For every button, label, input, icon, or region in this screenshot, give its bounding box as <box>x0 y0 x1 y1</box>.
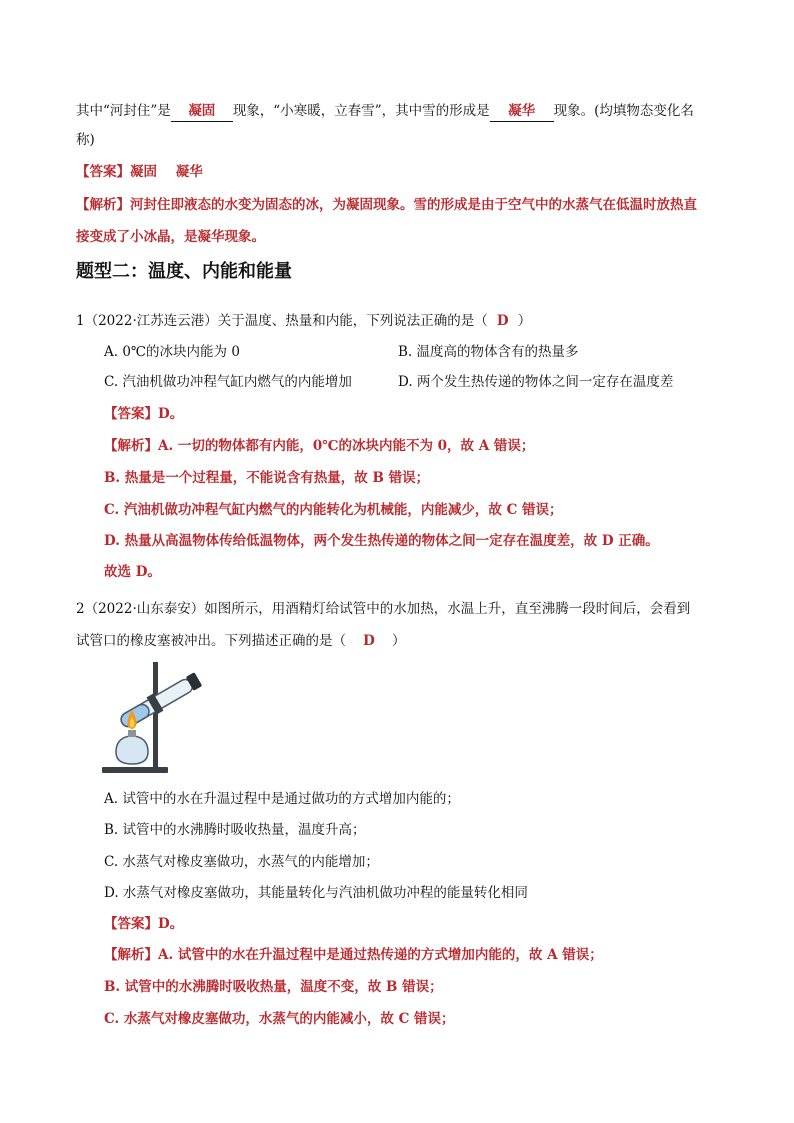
q2-answer: 【答案】D。 <box>104 916 184 932</box>
q2-option-d: D. 水蒸气对橡皮塞做功，其能量转化与汽油机做功冲程的能量转化相同 <box>104 885 528 901</box>
q1-analysis-5: 故选 D。 <box>104 564 161 580</box>
analysis-tag: 【解析】 <box>76 197 130 213</box>
q1-stem-text: 1（2022·江苏连云港）关于温度、热量和内能，下列说法正确的是（ <box>76 313 488 329</box>
prev-answer <box>76 162 203 182</box>
q2-analysis-1: 【解析】A. 试管中的水在升温过程中是通过热传递的方式增加内能的，故 A 错误； <box>104 947 603 963</box>
q2-option-b: B. 试管中的水沸腾时吸收热量，温度升高； <box>104 822 366 838</box>
q1-answer: 【答案】D。 <box>104 406 184 422</box>
q1-analysis-2: B. 热量是一个过程量，不能说含有热量，故 B 错误； <box>104 470 430 486</box>
q2-analysis-2: B. 试管中的水沸腾时吸收热量，温度不变，故 B 错误； <box>104 979 443 995</box>
answer-tag: 【答案】 <box>76 164 130 180</box>
prev-analysis-1 <box>76 195 697 215</box>
q1-stem <box>76 311 531 331</box>
q1-stem-answer: D <box>496 313 509 329</box>
apparatus-figure <box>100 660 210 780</box>
prev-line-2: 称) <box>76 132 95 148</box>
q1-option-c: C. 汽油机做功冲程气缸内燃气的内能增加 <box>104 374 352 390</box>
prev-text-c: 现象。(均填物态变化名 <box>553 103 694 119</box>
q1-analysis-1: 【解析】A. 一切的物体都有内能，0℃的冰块内能不为 0，故 A 错误； <box>104 438 535 454</box>
analysis-text-1: 河封住即液态的水变为固态的冰，为凝固现象。雪的形成是由于空气中的水蒸气在低温时放热直 <box>130 197 697 213</box>
q2-analysis-3: C. 水蒸气对橡皮塞做功，水蒸气的内能减小，故 C 错误； <box>104 1011 455 1027</box>
q1-analysis-3: C. 汽油机做功冲程气缸内燃气的内能转化为机械能，内能减少，故 C 错误； <box>104 502 563 518</box>
q1-option-d: D. 两个发生热传递的物体之间一定存在温度差 <box>398 374 674 390</box>
q2-stem-2 <box>76 631 406 651</box>
prev-line-1 <box>76 101 694 122</box>
q2-stem-answer: D <box>363 633 375 649</box>
q2-option-a: A. 试管中的水在升温过程中是通过做功的方式增加内能的； <box>104 791 460 807</box>
q2-stem-text: 试管口的橡皮塞被冲出。下列描述正确的是（ <box>76 633 346 649</box>
prev-analysis-2: 接变成了小冰晶，是凝华现象。 <box>76 229 265 245</box>
q2-stem-close: ） <box>392 633 406 649</box>
prev-text-b: 现象，“小寒暖，立春雪”，其中雪的形成是 <box>232 103 490 119</box>
fill-blank-2: 凝华 <box>490 101 554 122</box>
q1-option-a: A. 0℃的冰块内能为 0 <box>104 344 240 360</box>
section-title: 题型二：温度、内能和能量 <box>76 261 292 282</box>
fill-blank-1: 凝固 <box>171 101 233 122</box>
q1-stem-close: ） <box>517 313 532 329</box>
q1-option-b: B. 温度高的物体含有的热量多 <box>398 344 579 360</box>
q1-analysis-4: D. 热量从高温物体传给低温物体，两个发生热传递的物体之间一定存在温度差，故 D 正确。 <box>104 533 659 549</box>
q2-option-c: C. 水蒸气对橡皮塞做功，水蒸气的内能增加； <box>104 854 379 870</box>
q2-stem-1: 2（2022·山东泰安）如图所示，用酒精灯给试管中的水加热，水温上升，直至沸腾一段时间后，会看到 <box>76 601 691 617</box>
prev-text-a: 其中“河封住”是 <box>76 103 171 119</box>
answer-text: 凝固 凝华 <box>130 164 203 180</box>
